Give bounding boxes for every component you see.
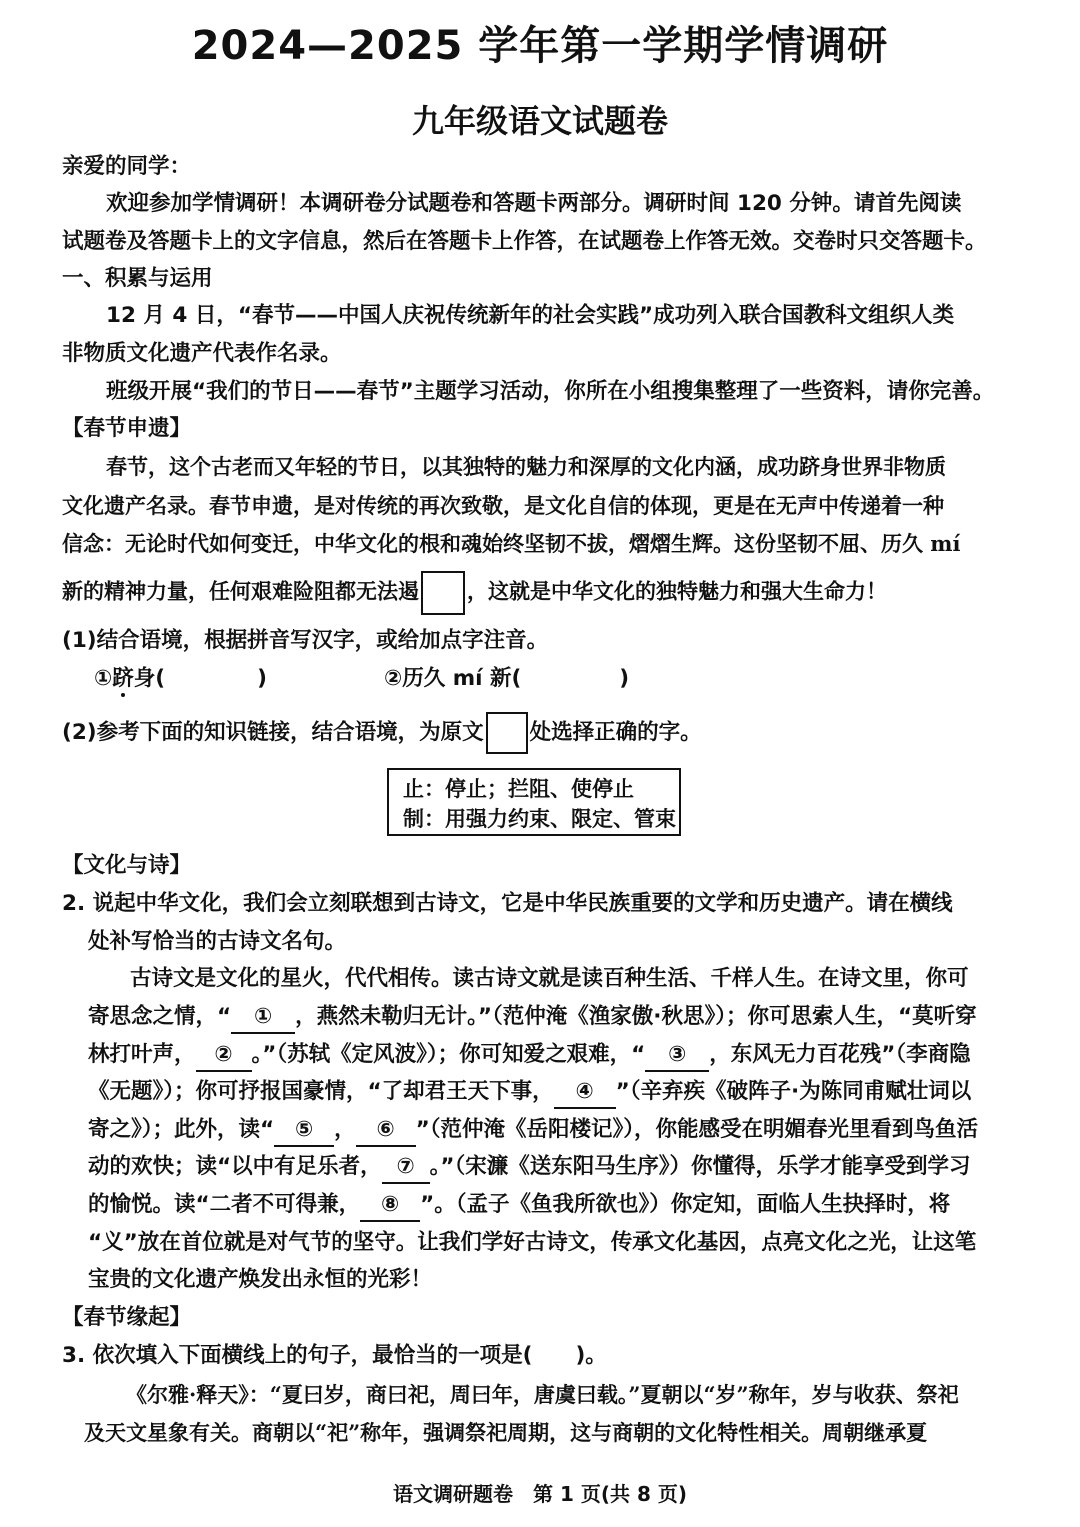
question-1-2 (62, 712, 702, 754)
section-heading-1: 一、积累与运用 (62, 266, 213, 291)
item-a-text: 身( (133, 666, 166, 691)
knowledge-item-zhi-stop: 止：停止；拦阻、使停止 (403, 777, 634, 801)
intro-line-1: 欢迎参加学情调研！本调研卷分试题卷和答题卡两部分。调研时间 120 分钟。请首先阅读 (106, 191, 962, 216)
fill-blank-7: ⑦ (382, 1152, 430, 1184)
text: 寄之》）；此外，读“ (88, 1117, 275, 1142)
text: 的愉悦。读“二者不可得兼， (88, 1192, 361, 1217)
fill-blank-8: ⑧ (360, 1190, 420, 1222)
knowledge-item-zhi-control: 制：用强力约束、限定、管束 (403, 807, 676, 831)
text: ”。（孟子《鱼我所欲也》）你定知，面临人生抉择时，将 (420, 1192, 951, 1217)
poem-para-line8: “义”放在首位就是对气节的坚守。让我们学好古诗文，传承文化基因，点亮文化之光，让这笔 (88, 1230, 977, 1255)
question-3: 3. 依次填入下面横线上的句子，最恰当的一项是( )。 (62, 1343, 607, 1368)
question-1-2-pre: (2)参考下面的知识链接，结合语境，为原文 (62, 720, 484, 745)
spring-apply-line4-pre: 新的精神力量，任何艰难险阻都无法遏 (62, 578, 419, 604)
section1-para1-line2: 非物质文化遗产代表作名录。 (62, 341, 342, 366)
spring-apply-line1: 春节，这个古老而又年轻的节日，以其独特的魅力和深厚的文化内涵，成功跻身世界非物质 (106, 454, 946, 479)
fill-blank-4: ④ (554, 1077, 616, 1109)
poem-para-line7 (88, 1190, 950, 1222)
greeting: 亲爱的同学： (62, 154, 192, 179)
text: ， (334, 1117, 356, 1142)
knowledge-link-box (387, 768, 681, 836)
text: ，燕然未勒归无计。”（范仲淹《渔家傲·秋思》）；你可思索人生，“莫听穿 (295, 1004, 977, 1029)
poem-para-line2 (88, 1002, 977, 1034)
page-footer: 语文调研题卷 第 1 页(共 8 页) (393, 1482, 687, 1506)
section1-para1-line1: 12 月 4 日，“春节——中国人庆祝传统新年的社会实践”成功列入联合国教科文组织人类 (106, 303, 955, 328)
fill-blank-2: ② (196, 1040, 252, 1072)
spring-apply-line4-post: ，这就是中华文化的独特魅力和强大生命力！ (467, 578, 887, 604)
intro-line-2: 试题卷及答题卡上的文字信息，然后在答题卡上作答，在试题卷上作答无效。交卷时只交答题卡。 (62, 229, 987, 254)
item-a-number: ① (94, 666, 113, 691)
item-b-close: ) (619, 666, 630, 691)
text: ，东风无力百花残”（李商隐 (709, 1042, 971, 1067)
poem-para-line3 (88, 1040, 971, 1072)
poem-para-line5 (88, 1115, 978, 1147)
question-2-line2: 处补写恰当的古诗文名句。 (88, 929, 347, 954)
text: ”（范仲淹《岳阳楼记》），你能感受在明媚春光里看到鸟鱼活 (415, 1117, 979, 1142)
fill-blank-1: ① (231, 1002, 295, 1034)
question-2-line1: 2. 说起中华文化，我们会立刻联想到古诗文，它是中华民族重要的文学和历史遗产。请在横线 (62, 891, 953, 916)
item-a-close: ) (257, 666, 267, 691)
text: 《无题》）；你可抒报国豪情，“了却君王天下事， (88, 1079, 554, 1104)
answer-box (421, 571, 465, 615)
text: ”（辛弃疾《破阵子·为陈同甫赋壮词以 (615, 1079, 972, 1104)
poem-para-line6 (88, 1152, 971, 1184)
poem-para-line1: 古诗文是文化的星火，代代相传。读古诗文就是读百种生活、千样人生。在诗文里，你可 (130, 966, 969, 991)
part-heading-spring-apply: 【春节申遗】 (62, 416, 192, 441)
exam-title: 2024—2025 学年第一学期学情调研 (191, 23, 889, 69)
spring-apply-line4 (62, 571, 887, 615)
text: 动的欢快；读“以中有足乐者， (88, 1154, 382, 1179)
text: 。”（苏轼《定风波》）；你可知爱之艰难，“ (251, 1042, 646, 1067)
spring-apply-line2: 文化遗产名录。春节申遗，是对传统的再次致敬，是文化自信的体现，更是在无声中传递着一种 (62, 493, 944, 518)
text: 林打叶声， (88, 1042, 196, 1067)
part-heading-spring-origin: 【春节缘起】 (62, 1305, 192, 1330)
text: 寄思念之情，“ (88, 1004, 232, 1029)
poem-para-line9: 宝贵的文化遗产焕发出永恒的光彩！ (88, 1267, 433, 1292)
text: 。”（宋濂《送东阳马生序》）你懂得，乐学才能享受到学习 (429, 1154, 971, 1179)
question-1-1: (1)结合语境，根据拼音写汉字，或给加点字注音。 (62, 628, 549, 653)
section1-para2-line1: 班级开展“我们的节日——春节”主题学习活动，你所在小组搜集整理了一些资料，请你完善。 (106, 379, 995, 404)
spring-origin-line1: 《尔雅·释天》：“夏曰岁，商曰祀，周曰年，唐虞曰载。”夏朝以“岁”称年，岁与收获、祭祀 (126, 1382, 959, 1407)
poem-para-line4 (88, 1077, 971, 1109)
spring-apply-line3: 信念：无论时代如何变迁，中华文化的根和魂始终坚韧不拔，熠熠生辉。这份坚韧不屈、历久 mí (62, 531, 961, 556)
fill-blank-6: ⑥ (356, 1115, 416, 1147)
part-heading-culture-poem: 【文化与诗】 (62, 853, 192, 878)
question-1-1-item-a (94, 664, 267, 694)
answer-box-reference (486, 712, 528, 754)
dotted-character: 跻 (112, 666, 134, 691)
question-1-1-item-b (384, 664, 629, 694)
fill-blank-3: ③ (645, 1040, 709, 1072)
item-b-text: ②历久 mí 新( (384, 666, 522, 691)
fill-blank-5: ⑤ (274, 1115, 334, 1147)
spring-origin-line2: 及天文星象有关。商朝以“祀”称年，强调祭祀周期，这与商朝的文化特性相关。周朝继承夏 (84, 1420, 928, 1445)
exam-subtitle: 九年级语文试题卷 (411, 102, 668, 140)
question-1-2-post: 处选择正确的字。 (529, 720, 702, 745)
